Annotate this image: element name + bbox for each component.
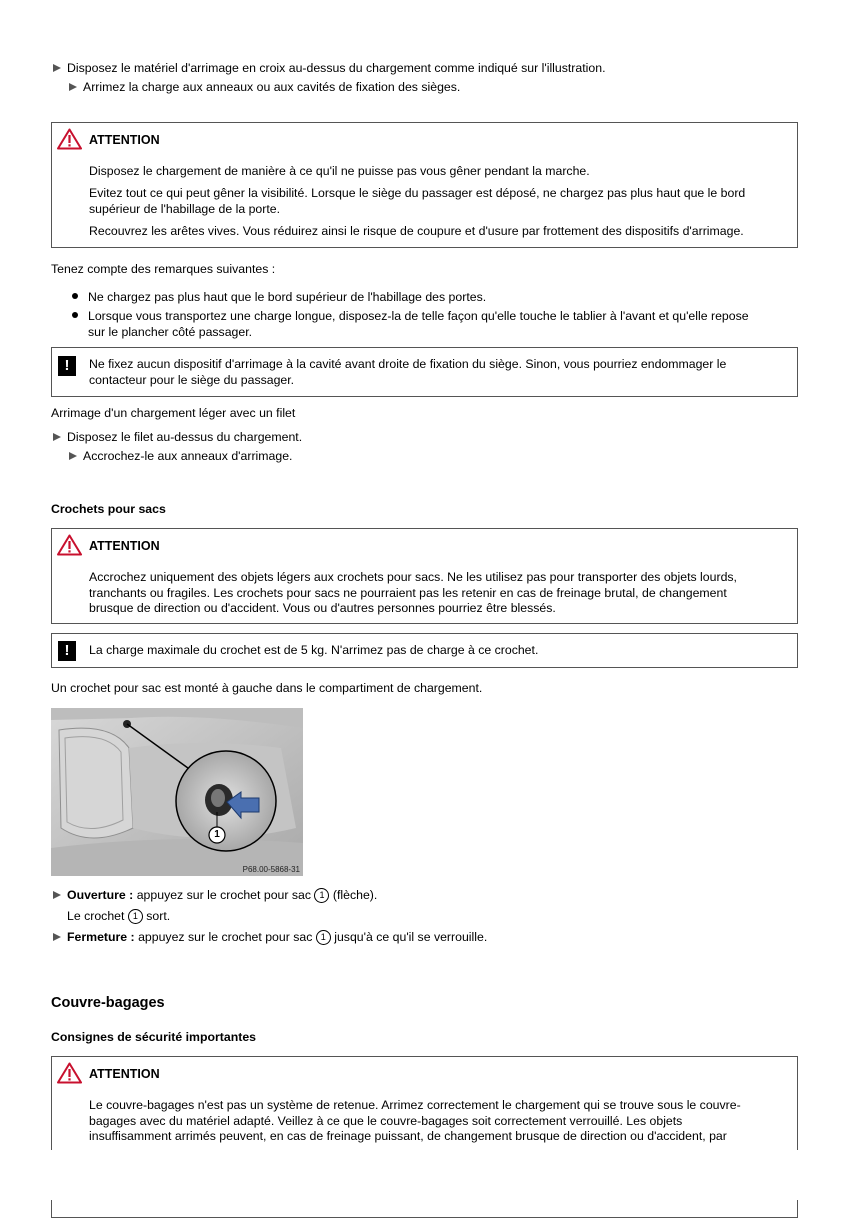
attention-text: supérieur de l'habillage de la porte. [89,202,281,216]
remark-text: Lorsque vous transportez une charge longue, disposez-la de telle façon qu'elle touche le tablier à l'avant et qu'elle repose [88,309,749,323]
exclamation-icon: ! [58,356,76,376]
substep-arrow-icon [69,83,77,91]
ref-1-icon: 1 [128,909,143,924]
warning-triangle-icon [57,534,82,556]
opening-text-after: (flèche). [332,888,378,902]
notice-text: La charge maximale du crochet est de 5 kg. N'arrimez pas de charge à ce crochet. [89,643,539,657]
warning-triangle-icon [57,128,82,150]
attention-text: Disposez le chargement de manière à ce qu'il ne puisse pas vous gêner pendant la marche. [89,164,590,178]
hook-location-text: Un crochet pour sac est monté à gauche dans le compartiment de chargement. [51,681,483,695]
opening-step [67,888,377,903]
notice-box-2 [51,633,798,668]
attention-text: tranchants ou fragiles. Les crochets pour sacs ne pourraient pas les retenir en cas de freinage brutal, de changement [89,586,727,600]
photo-callout: 1 [214,829,220,840]
attention-title: ATTENTION [89,1067,160,1081]
attention-box-1 [51,122,798,248]
net-heading: Arrimage d'un chargement léger avec un filet [51,406,296,420]
opening-result-after: sort. [146,909,171,923]
ref-1-icon: 1 [314,888,329,903]
attention-box-2 [51,528,798,624]
ref-1-icon: 1 [316,930,331,945]
exclamation-icon: ! [58,641,76,661]
step-arrow-icon [53,64,61,72]
substep-text: Accrochez-le aux anneaux d'arrimage. [83,449,293,463]
closing-step [67,930,487,945]
remark-text: sur le plancher côté passager. [88,325,253,339]
step-arrow-icon [53,433,61,441]
bullet-icon [72,293,78,299]
step-text: Disposez le matériel d'arrimage en croix au-dessus du chargement comme indiqué sur l'illustration. [67,61,606,75]
step-arrow-icon [53,933,61,941]
remarks-intro: Tenez compte des remarques suivantes : [51,262,276,276]
opening-text: appuyez sur le crochet pour sac [136,888,312,902]
notice-text: contacteur pour le siège du passager. [89,373,295,387]
trunk-hook-photo [51,708,303,876]
trunk-illustration [51,708,303,876]
photo-code: P68.00-5868-31 [242,865,300,874]
bullet-icon [72,312,78,318]
remark-text: Ne chargez pas plus haut que le bord supérieur de l'habillage des portes. [88,290,487,304]
opening-label: Ouverture : [67,888,134,902]
attention-text: Le couvre-bagages n'est pas un système de retenue. Arrimez correctement le chargement qui se trouve sous le couvre- [89,1098,741,1112]
attention-text: Evitez tout ce qui peut gêner la visibilité. Lorsque le siège du passager est déposé, ne chargez pas plus haut que le bord [89,186,746,200]
opening-result [67,909,170,924]
step-text: Disposez le filet au-dessus du chargement. [67,430,303,444]
substep-text: Arrimez la charge aux anneaux ou aux cavités de fixation des sièges. [83,80,461,94]
closing-text-after: jusqu'à ce qu'il se verrouille. [334,930,488,944]
substep-arrow-icon [69,452,77,460]
opening-result-text: Le crochet [67,909,125,923]
section-heading-large: Couvre-bagages [51,995,165,1011]
notice-text: Ne fixez aucun dispositif d'arrimage à la cavité avant droite de fixation du siège. Sinon, vous pourriez endommager le [89,357,727,371]
section-heading: Crochets pour sacs [51,502,166,516]
attention-text: brusque de direction ou d'accident. Vous ou d'autres personnes pourriez être blessés. [89,601,556,615]
attention-text: Recouvrez les arêtes vives. Vous réduirez ainsi le risque de coupure et d'usure par frottement des dispositifs d'arrimage. [89,224,744,238]
page-bottom-edge [0,1150,848,1200]
step-arrow-icon [53,891,61,899]
warning-triangle-icon [57,1062,82,1084]
subsection-heading: Consignes de sécurité importantes [51,1030,257,1044]
notice-box-1 [51,347,798,397]
attention-text: Accrochez uniquement des objets légers aux crochets pour sacs. Ne les utilisez pas pour transporter des objets lourds, [89,570,737,584]
attention-title: ATTENTION [89,539,160,553]
attention-title: ATTENTION [89,133,160,147]
closing-text: appuyez sur le crochet pour sac [138,930,313,944]
attention-text: bagages avec du matériel adapté. Veillez à ce que le couvre-bagages soit correctement verrouillé. Les objets [89,1114,683,1128]
closing-label: Fermeture : [67,930,135,944]
attention-text: insuffisamment arrimés peuvent, en cas de freinage puissant, de changement brusque de direction ou d'accident, par [89,1129,727,1143]
